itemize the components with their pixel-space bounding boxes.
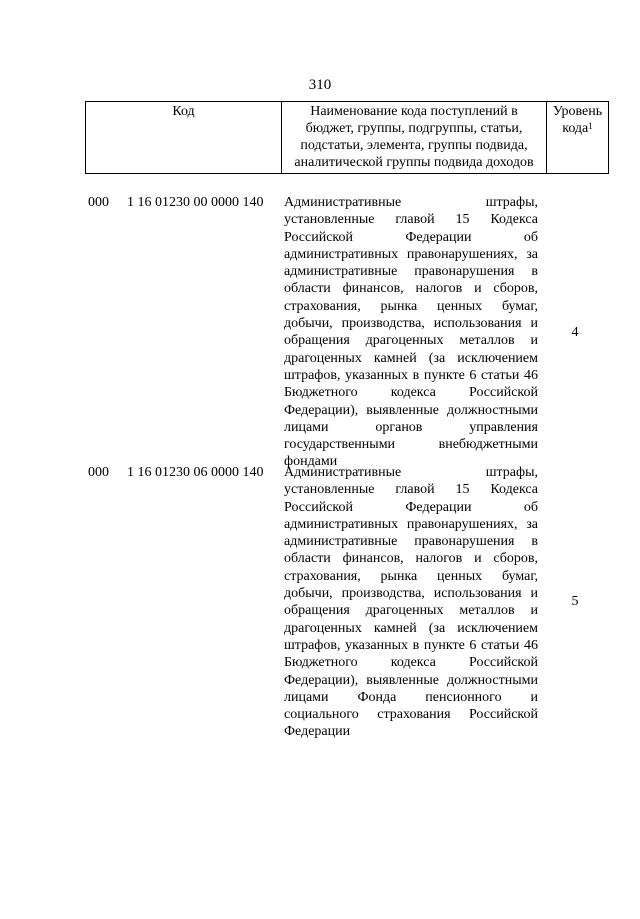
budget-code: 1 16 01230 06 0000 140: [127, 465, 264, 480]
page-number: 310: [308, 77, 332, 93]
level-value: 4: [571, 325, 579, 340]
budget-code: 1 16 01230 00 0000 140: [127, 195, 264, 210]
header-name: Наименование кода поступлений в бюджет, группы, подгруппы, статьи, подстатьи, элемента, группы подвида, аналитической группы подвида доходов: [282, 102, 547, 174]
level-value: 5: [571, 594, 579, 609]
admin-code: 000: [88, 195, 109, 210]
header-level: Уровень кода: [552, 104, 603, 136]
income-name: Административные штрафы, установленные главой 15 Кодекса Российской Федерации об административных правонарушениях, за административные правонарушения в области финансов, налогов и сборов, страхования, рынка ценных бумаг, добычи, производства, использования и обращения драгоценных металлов и драгоценных камней (за исключением штрафов, указанных в пункте 6 статьи 46 Бюджетного кодекса Российской Федерации), выявленные должностными лицами Фонда пенсионного и социального страхования Российской Федерации: [284, 465, 538, 740]
header-code: Код: [86, 102, 282, 174]
income-name: Административные штрафы, установленные главой 15 Кодекса Российской Федерации об административных правонарушениях, за административные правонарушения в области финансов, налогов и сборов, страхования, рынка ценных бумаг, добычи, производства, использования и обращения драгоценных металлов и драгоценных камней (за исключением штрафов, указанных в пункте 6 статьи 46 Бюджетного кодекса Российской Федерации), выявленные должностными лицами органов управления государственными внебюджетными фондами: [284, 195, 538, 470]
footnote-marker: 1: [588, 121, 593, 131]
table-header: [85, 101, 609, 174]
header-level-cell: [547, 102, 609, 174]
admin-code: 000: [88, 465, 109, 480]
